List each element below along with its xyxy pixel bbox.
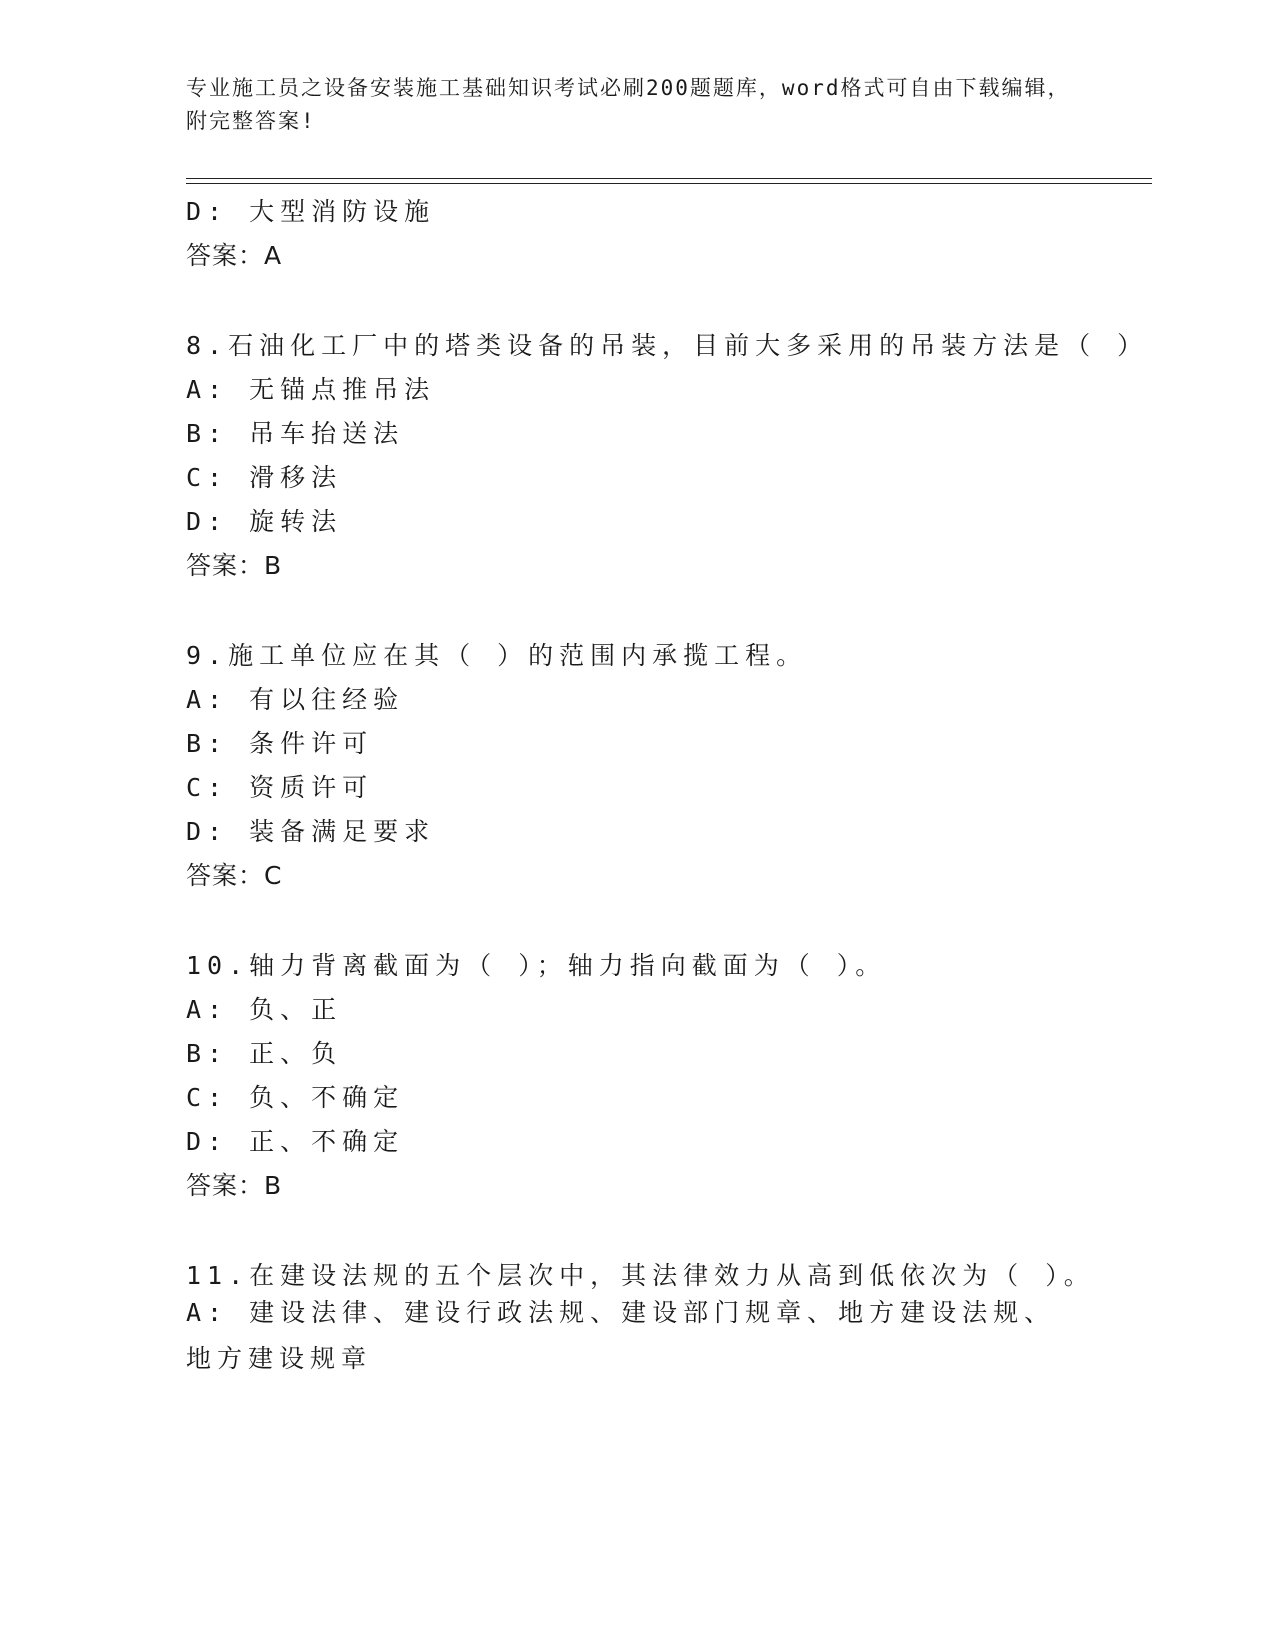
q9-option-b: B: 条件许可	[186, 729, 374, 758]
q10-answer: 答案：B	[186, 1171, 283, 1200]
q10-option-b: B: 正、负	[186, 1039, 343, 1068]
q10-option-c: C: 负、不确定	[186, 1083, 405, 1112]
q9-question: 9.施工单位应在其（ ）的范围内承揽工程。	[186, 641, 808, 670]
q9-option-d: D: 装备满足要求	[186, 817, 436, 846]
header-divider-top	[186, 178, 1152, 179]
q8-option-a: A: 无锚点推吊法	[186, 375, 436, 404]
q9-option-c: C: 资质许可	[186, 773, 374, 802]
q8-answer: 答案：B	[186, 551, 283, 580]
q8-option-d: D: 旋转法	[186, 507, 343, 536]
q7-option-d: D: 大型消防设施	[186, 197, 436, 226]
header-divider-bottom	[186, 183, 1152, 184]
q10-question: 10.轴力背离截面为（ ）；轴力指向截面为（ ）。	[186, 951, 887, 980]
q10-option-a: A: 负、正	[186, 995, 343, 1024]
q11-question: 11.在建设法规的五个层次中，其法律效力从高到低依次为（ ）。	[186, 1261, 1095, 1290]
q9-option-a: A: 有以往经验	[186, 685, 405, 714]
q8-option-c: C: 滑移法	[186, 463, 343, 492]
q8-option-b: B: 吊车抬送法	[186, 419, 405, 448]
q8-question: 8.石油化工厂中的塔类设备的吊装，目前大多采用的吊装方法是（ ）	[186, 331, 1149, 360]
page-header-title: 专业施工员之设备安装施工基础知识考试必刷200题题库，word格式可自由下载编辑，附完整答案!	[186, 76, 1071, 133]
q9-answer: 答案：C	[186, 861, 283, 890]
q7-answer: 答案：A	[186, 241, 283, 270]
q11-option-a: A: 建设法律、建设行政法规、建设部门规章、地方建设法规、地方建设规章	[186, 1298, 1056, 1373]
q10-option-d: D: 正、不确定	[186, 1127, 405, 1156]
